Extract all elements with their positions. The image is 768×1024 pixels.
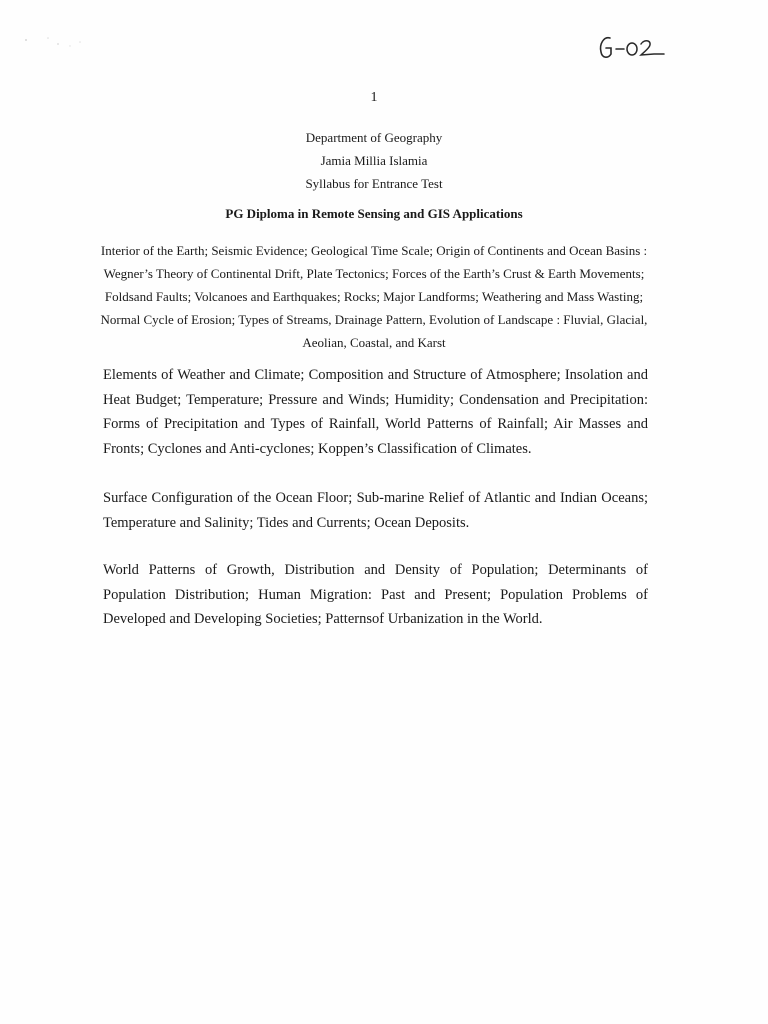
document-subtitle: Syllabus for Entrance Test (305, 176, 443, 191)
syllabus-oceanography: Surface Configuration of the Ocean Floor; Sub-marine Relief of Atlantic and Indian Oceans; Temperature and Salinity; Tides and Currents; Ocean Deposits. (103, 490, 648, 531)
handwritten-annotation (596, 32, 668, 66)
university-name: Jamia Millia Islamia (320, 153, 428, 168)
syllabus-climatology: Elements of Weather and Climate; Composition and Structure of Atmosphere; Insolation and Heat Budget; Temperature; Pressure and Winds; Humidity; Condensation and Precipitation: Forms of Precipitation and Types of Rainfall, World Patterns of Rainfall; Air Masses and Fronts; Cyclones and Anti-cyclones; Koppen’s Classification of Climates. (103, 367, 648, 457)
page-number: 1 (370, 90, 378, 105)
syllabus-population: World Patterns of Growth, Distribution and Density of Population; Determinants of Population Distribution; Human Migration: Past and Present; Population Problems of Developed and Developing Societies; Patternsof Urbanization in the World. (103, 562, 648, 627)
document-header (0, 126, 748, 195)
program-title: PG Diploma in Remote Sensing and GIS Applications (225, 206, 523, 221)
syllabus-geomorphology: Interior of the Earth; Seismic Evidence; Geological Time Scale; Origin of Continents and Ocean Basins : Wegner’s Theory of Continental Drift, Plate Tectonics; Forces of the Earth’s Crust & Earth Movements; Foldsand Faults; Volcanoes and Earthquakes; Rocks; Major Landforms; Weathering and Mass Wasting; Normal Cycle of Erosion; Types of Streams, Drainage Pattern, Evolution of Landscape : Fluvial, Glacial, Aeolian, Coastal, and Karst (100, 243, 648, 350)
department-name: Department of Geography (305, 130, 443, 145)
scan-noise (20, 30, 100, 60)
